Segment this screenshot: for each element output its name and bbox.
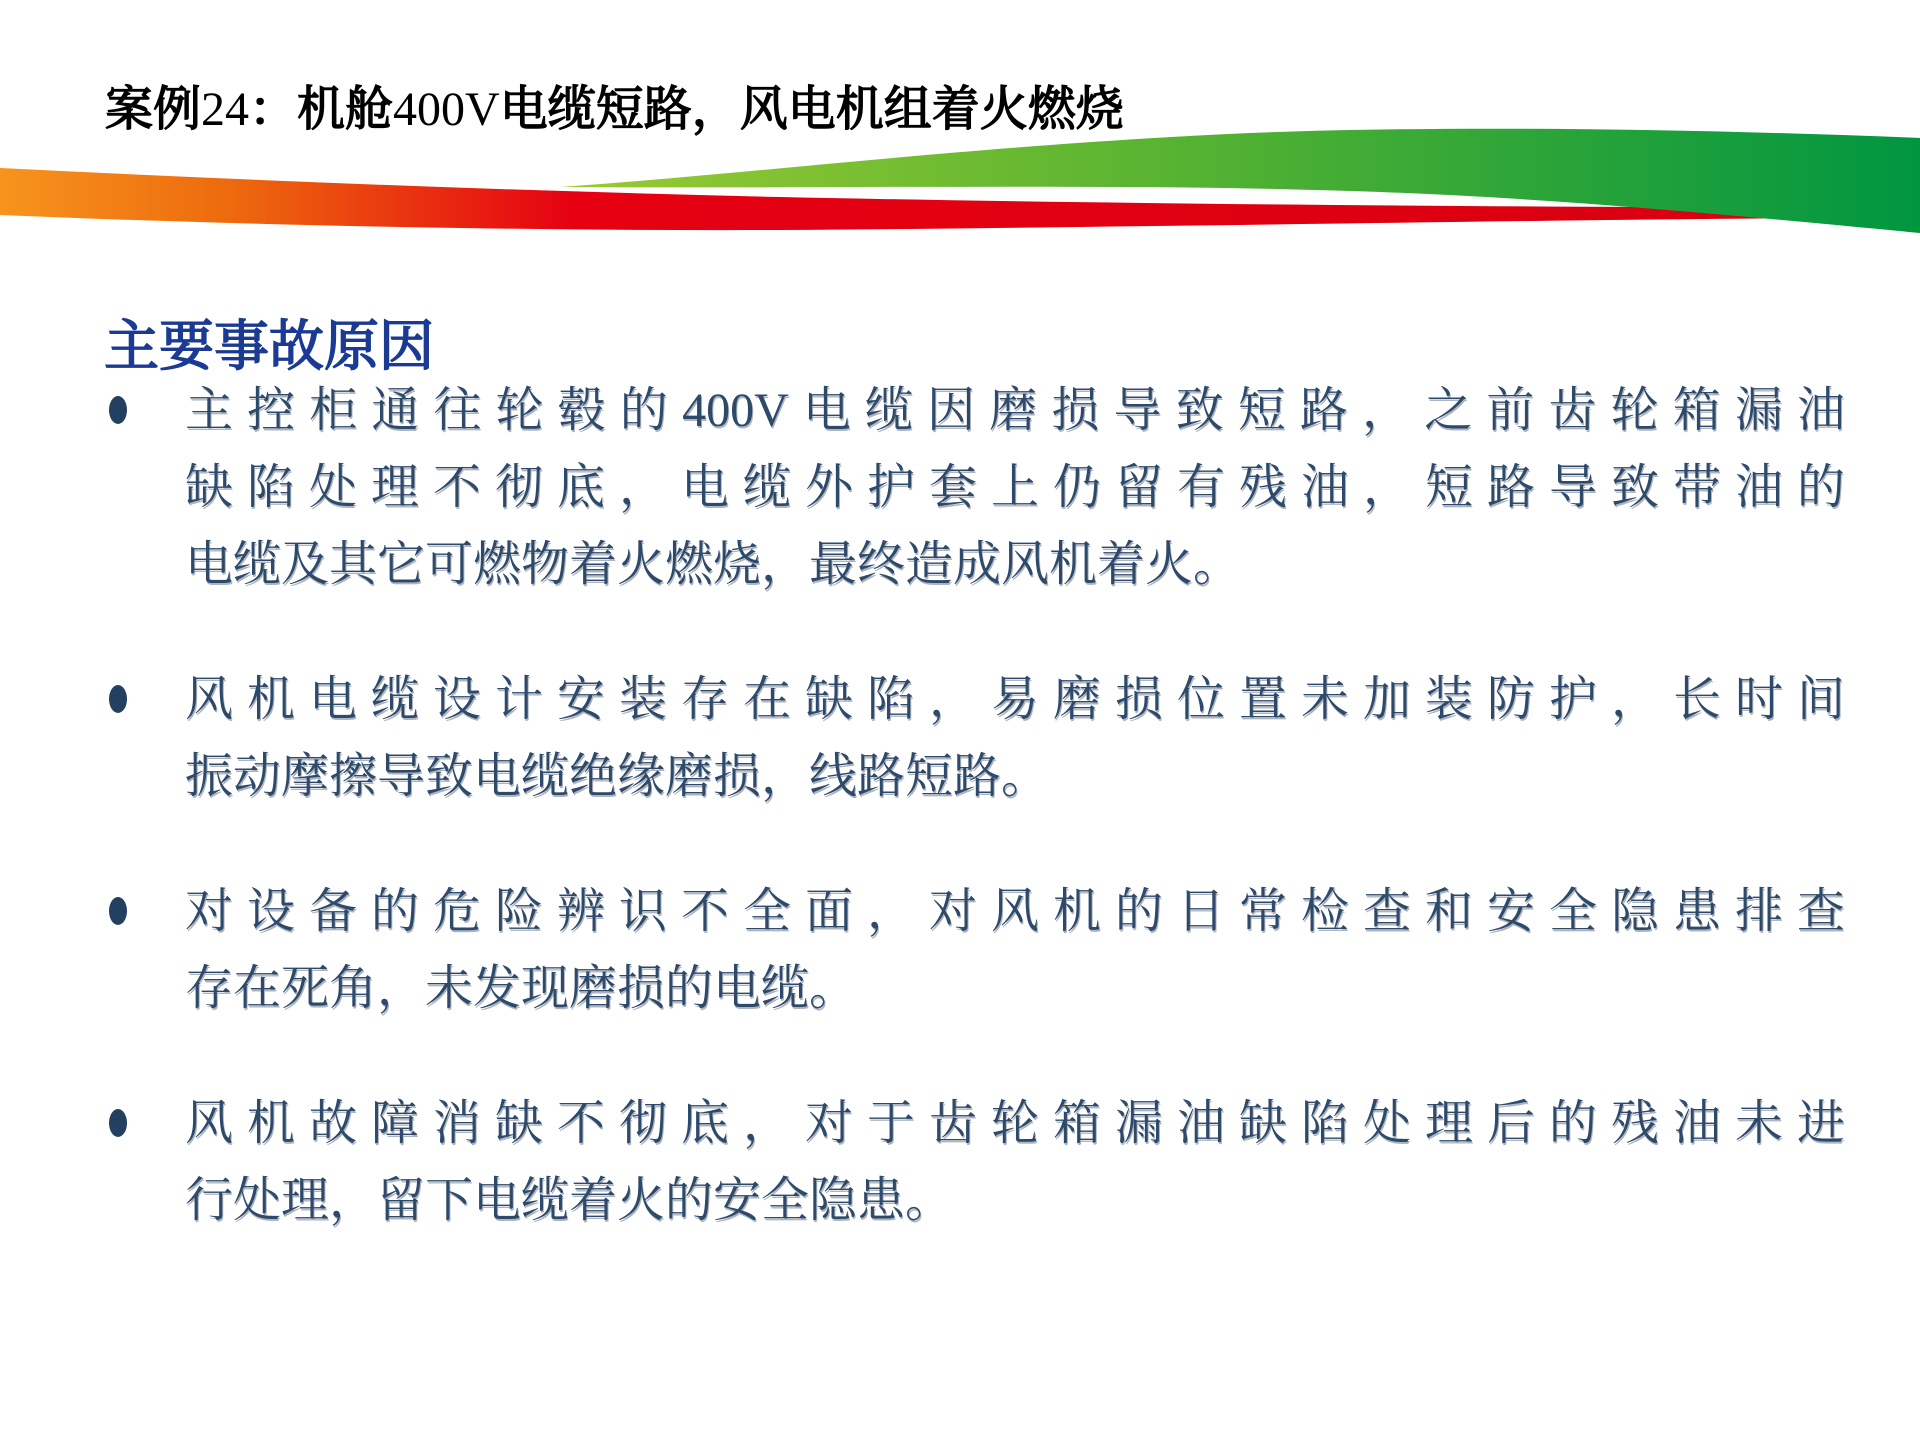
bullet-dot-icon	[109, 396, 127, 424]
bullet-dot-icon	[109, 685, 127, 713]
bullet-item	[185, 873, 1845, 1027]
slide-title-segment: 案例	[105, 83, 202, 137]
bullet-line: 缺陷处理不彻底，电缆外护套上仍留有残油，短路导致带油的	[185, 461, 1845, 514]
bullet-item	[185, 372, 1845, 603]
bullet-dot-icon	[109, 1109, 127, 1137]
bullet-line: 风机故障消缺不彻底，对于齿轮箱漏油缺陷处理后的残油未进	[185, 1097, 1845, 1150]
slide-title-segment: 电缆短路，风电机组着火燃烧	[499, 83, 1124, 137]
bullet-item	[185, 661, 1845, 815]
bullet-line: 振动摩擦导致电缆绝缘磨损，线路短路。	[185, 750, 1050, 803]
bullet-line: 电缆及其它可燃物着火燃烧，最终造成风机着火。	[185, 538, 1242, 591]
bullet-line: 行处理，留下电缆着火的安全隐患。	[185, 1174, 954, 1227]
slide-title-segment: ：机舱	[249, 83, 394, 137]
bullet-list	[185, 372, 1845, 1239]
decorative-ribbon	[0, 125, 1920, 255]
bullet-dot-icon	[109, 897, 127, 925]
bullet-line: 存在死角，未发现磨损的电缆。	[185, 962, 858, 1015]
slide-title-segment: 24	[201, 83, 250, 137]
slide-title-segment: 400V	[393, 83, 500, 137]
bullet-line: 风机电缆设计安装存在缺陷，易磨损位置未加装防护，长时间	[185, 673, 1845, 726]
section-heading: 主要事故原因	[104, 314, 435, 377]
bullet-line: 主控柜通往轮毂的400V电缆因磨损导致短路，之前齿轮箱漏油	[185, 384, 1845, 437]
bullet-line: 对设备的危险辨识不全面，对风机的日常检查和安全隐患排查	[185, 885, 1845, 938]
bullet-item	[185, 1085, 1845, 1239]
